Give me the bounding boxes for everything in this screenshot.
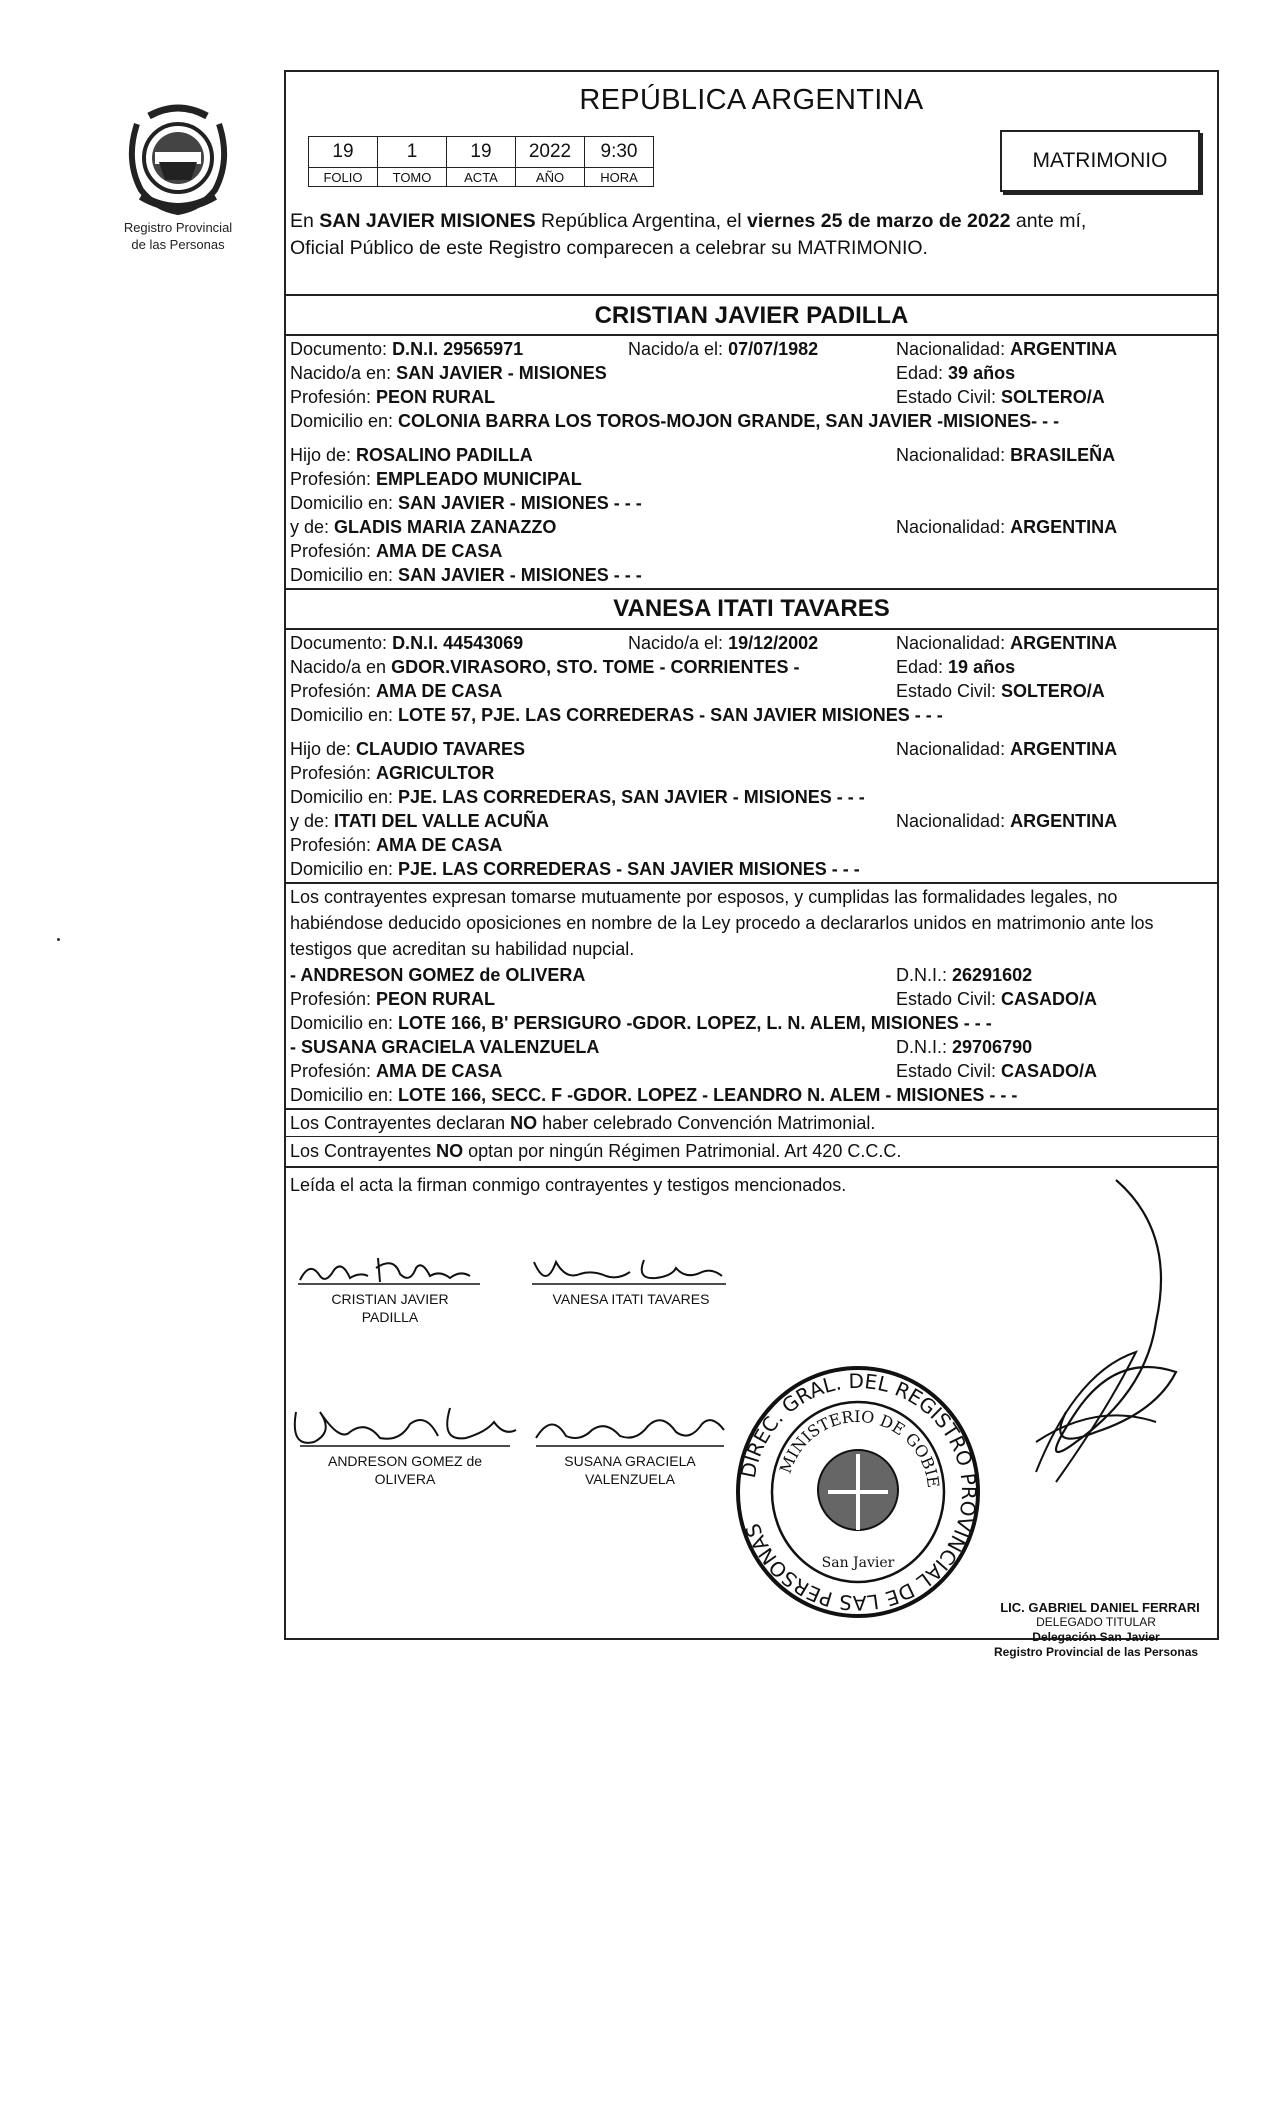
spouse2-father: Hijo de: CLAUDIO TAVARES	[290, 739, 526, 759]
spouse2-name: VANESA ITATI TAVARES	[613, 595, 890, 622]
spouse2-mother-nationality: Nacionalidad: ARGENTINA	[896, 811, 1118, 831]
witness2-civil-status: Estado Civil: CASADO/A	[896, 1061, 1098, 1081]
witness1-profession: Profesión: PEON RURAL	[290, 989, 496, 1009]
signature-spouse2	[526, 1250, 736, 1308]
spouse2-mother-address: Domicilio en: PJE. LAS CORREDERAS - SAN JAVIER MISIONES - - -	[290, 859, 860, 879]
witness1-address: Domicilio en: LOTE 166, B' PERSIGURO -GDOR. LOPEZ, L. N. ALEM, MISIONES - - -	[290, 1013, 992, 1033]
spouse2-birthdate: Nacido/a el: 19/12/2002	[628, 633, 819, 653]
registry-logo	[108, 100, 248, 270]
official-signature-icon	[916, 1172, 1216, 1492]
witness2-address: Domicilio en: LOTE 166, SECC. F -GDOR. LOPEZ - LEANDRO N. ALEM - MISIONES - - -	[290, 1085, 1018, 1105]
regime-line2: Los Contrayentes NO optan por ningún Régimen Patrimonial. Art 420 C.C.C.	[290, 1141, 902, 1161]
logo-label-line2: de las Personas	[131, 237, 225, 252]
spouse1-father-nationality: Nacionalidad: BRASILEÑA	[896, 445, 1116, 465]
spouse1-name: CRISTIAN JAVIER PADILLA	[594, 302, 909, 329]
official-title: DELEGADO TITULAR	[1036, 1615, 1156, 1629]
hora-value: 9:30	[585, 137, 654, 168]
signature-spouse2-label-line1: VANESA ITATI TAVARES	[552, 1291, 710, 1307]
spouse1-father-address: Domicilio en: SAN JAVIER - MISIONES - - -	[290, 493, 642, 513]
spouse2-address: Domicilio en: LOTE 57, PJE. LAS CORREDERAS - SAN JAVIER MISIONES - - -	[290, 705, 943, 725]
intro-place: SAN JAVIER MISIONES	[319, 210, 536, 232]
divider	[286, 334, 1217, 336]
spouse1-age: Edad: 39 años	[896, 363, 1016, 383]
spouse2-nationality: Nacionalidad: ARGENTINA	[896, 633, 1118, 653]
anio-label: AÑO	[516, 168, 585, 187]
divider	[286, 628, 1217, 630]
spouse2-civil-status: Estado Civil: SOLTERO/A	[896, 681, 1105, 701]
spouse2-mother-profession: Profesión: AMA DE CASA	[290, 835, 503, 855]
stray-dot	[57, 938, 60, 941]
witness2-name: - SUSANA GRACIELA VALENZUELA	[290, 1037, 600, 1057]
signature-witness2	[530, 1402, 730, 1488]
registration-metadata-table	[308, 136, 654, 187]
signature-witness2-label-line1: SUSANA GRACIELA	[564, 1453, 696, 1469]
handwritten-signature-icon	[290, 1402, 520, 1452]
acta-label: ACTA	[447, 168, 516, 187]
tomo-label: TOMO	[378, 168, 447, 187]
spouse2-birthplace: Nacido/a en GDOR.VIRASORO, STO. TOME - CORRIENTES -	[290, 657, 800, 677]
signature-spouse1-label-line2: PADILLA	[361, 1309, 419, 1325]
divider	[286, 1136, 1217, 1137]
official-name: LIC. GABRIEL DANIEL FERRARI	[1000, 1600, 1200, 1615]
hora-label: HORA	[585, 168, 654, 187]
signature-witness1	[290, 1402, 520, 1488]
logo-label-line1: Registro Provincial	[123, 220, 233, 235]
declaration-paragraph: Los contrayentes expresan tomarse mutuamente por esposos, y cumplidas las formalidades legales, no habiéndose deducido oposiciones en nombre de la Ley procedo a declararlos unidos en matrimonio ante los testigos que acreditan su habilidad nupcial.	[290, 887, 1154, 959]
spouse1-father: Hijo de: ROSALINO PADILLA	[290, 445, 533, 465]
intro-date: viernes 25 de marzo de 2022	[747, 210, 1011, 232]
divider	[286, 1166, 1217, 1168]
spouse2-profession: Profesión: AMA DE CASA	[290, 681, 503, 701]
spouse1-mother-nationality: Nacionalidad: ARGENTINA	[896, 517, 1118, 537]
certificate-frame	[284, 70, 1219, 1659]
spouse1-address: Domicilio en: COLONIA BARRA LOS TOROS-MOJON GRANDE, SAN JAVIER -MISIONES- - -	[290, 411, 1060, 431]
spouse1-mother: y de: GLADIS MARIA ZANAZZO	[290, 517, 557, 537]
closing-statement: Leída el acta la firman conmigo contrayentes y testigos mencionados.	[290, 1175, 847, 1195]
signature-witness1-label-line1: ANDRESON GOMEZ de	[327, 1453, 483, 1469]
act-type-box: MATRIMONIO	[1000, 130, 1200, 192]
spouse2-father-nationality: Nacionalidad: ARGENTINA	[896, 739, 1118, 759]
spouse1-mother-address: Domicilio en: SAN JAVIER - MISIONES - - -	[290, 565, 642, 585]
spouse1-document: Documento: D.N.I. 29565971	[290, 339, 524, 359]
tomo-value: 1	[378, 137, 447, 168]
witness2-profession: Profesión: AMA DE CASA	[290, 1061, 503, 1081]
signature-witness1-label-line2: OLIVERA	[374, 1471, 436, 1487]
intro-line2: Oficial Público de este Registro comparecen a celebrar su MATRIMONIO.	[290, 237, 928, 259]
spouse1-mother-profession: Profesión: AMA DE CASA	[290, 541, 503, 561]
witness1-dni: D.N.I.: 26291602	[896, 965, 1033, 985]
official-signature-area	[916, 1172, 1216, 1632]
handwritten-signature-icon	[530, 1402, 730, 1452]
folio-value: 19	[309, 137, 378, 168]
acta-value: 19	[447, 137, 516, 168]
folio-label: FOLIO	[309, 168, 378, 187]
spouse2-document: Documento: D.N.I. 44543069	[290, 633, 524, 653]
spouse2-father-profession: Profesión: AGRICULTOR	[290, 763, 495, 783]
spouse1-birthplace: Nacido/a en: SAN JAVIER - MISIONES	[290, 363, 607, 383]
regime-line1: Los Contrayentes declaran NO haber celebrado Convención Matrimonial.	[290, 1113, 876, 1133]
intro-paragraph: En SAN JAVIER MISIONES República Argentina, el viernes 25 de marzo de 2022 ante mí, Oficial Público de este Registro comparecen a celebrar su MATRIMONIO.	[290, 208, 1210, 262]
official-delegation: Delegación San Javier	[1032, 1630, 1160, 1644]
spouse2-age: Edad: 19 años	[896, 657, 1016, 677]
divider	[286, 588, 1217, 590]
official-registry: Registro Provincial de las Personas	[993, 1645, 1199, 1659]
divider	[286, 1108, 1217, 1110]
seal-bottom-text: San Javier	[821, 1555, 895, 1571]
signature-witness2-label-line2: VALENZUELA	[585, 1471, 675, 1487]
spouse2-father-address: Domicilio en: PJE. LAS CORREDERAS, SAN JAVIER - MISIONES - - -	[290, 787, 865, 807]
witness1-civil-status: Estado Civil: CASADO/A	[896, 989, 1098, 1009]
divider	[286, 294, 1217, 296]
seal-outer-text: DIREC. GRAL. DEL REGISTRO PROVINCIAL DE LAS PERSONAS	[735, 1368, 982, 1616]
handwritten-signature-icon	[526, 1250, 736, 1290]
spouse1-nationality: Nacionalidad: ARGENTINA	[896, 339, 1118, 359]
seal-inner-text: MINISTERIO DE GOBIE	[775, 1406, 944, 1489]
spouse1-birthdate: Nacido/a el: 07/07/1982	[628, 339, 819, 359]
spouse1-civil-status: Estado Civil: SOLTERO/A	[896, 387, 1105, 407]
witness1-name: - ANDRESON GOMEZ de OLIVERA	[290, 965, 586, 985]
signature-spouse1-label-line1: CRISTIAN JAVIER	[331, 1291, 449, 1307]
witness2-dni: D.N.I.: 29706790	[896, 1037, 1033, 1057]
coat-of-arms-icon	[119, 100, 237, 218]
handwritten-signature-icon	[290, 1250, 490, 1290]
official-stamp-lines	[976, 1615, 1216, 1660]
anio-value: 2022	[516, 137, 585, 168]
document-title: REPÚBLICA ARGENTINA	[579, 84, 924, 116]
official-stamp	[980, 1600, 1220, 1616]
spouse1-profession: Profesión: PEON RURAL	[290, 387, 496, 407]
spouse1-father-profession: Profesión: EMPLEADO MUNICIPAL	[290, 469, 582, 489]
signature-spouse1	[290, 1250, 490, 1326]
spouse2-mother: y de: ITATI DEL VALLE ACUÑA	[290, 811, 550, 831]
